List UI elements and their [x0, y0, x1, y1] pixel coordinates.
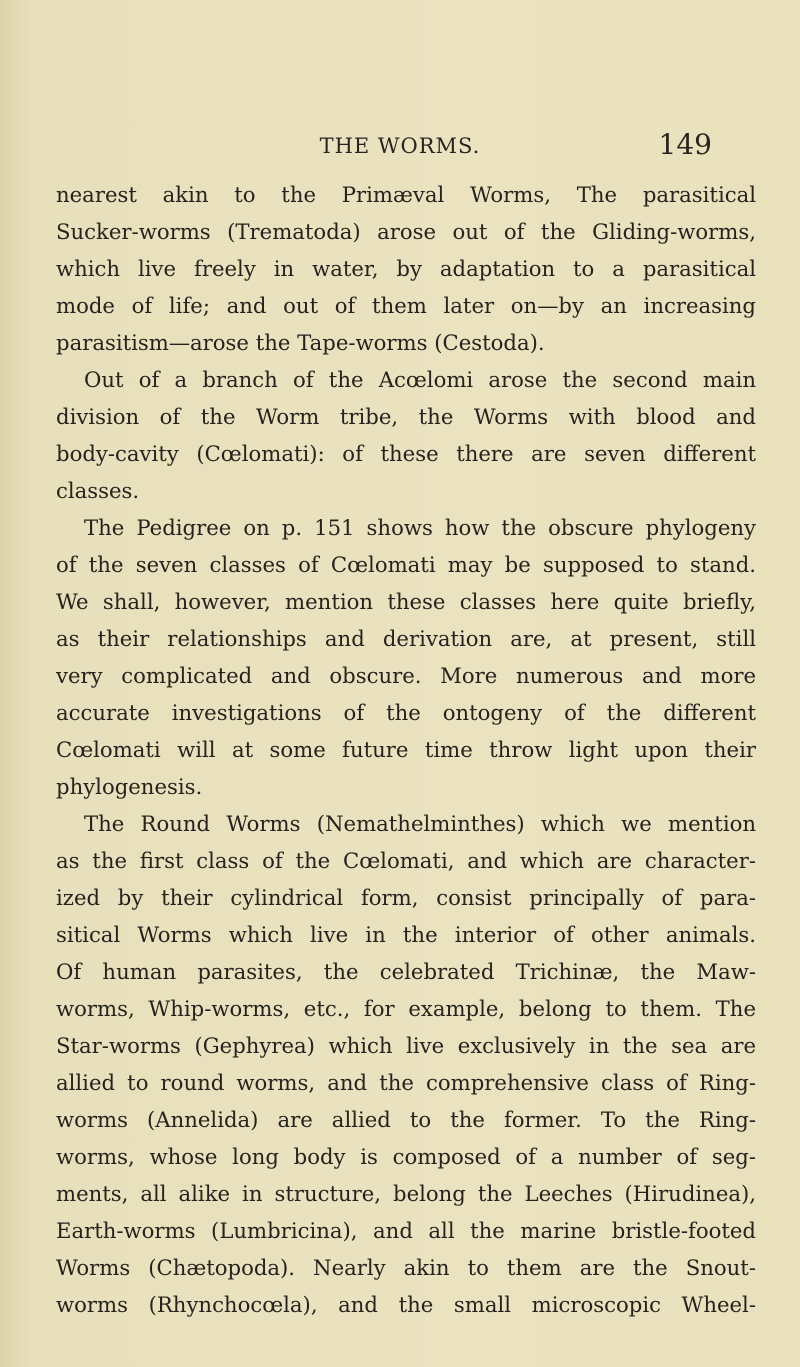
text-line: nearest akin to the Primæval Worms, The parasitical [56, 182, 756, 207]
text-line: of the seven classes of Cœlomati may be supposed to stand. [56, 552, 756, 577]
body-text [56, 176, 756, 1323]
text-line: sitical Worms which live in the interior of other animals. [56, 922, 756, 947]
text-line: The Round Worms (Nemathelminthes) which we mention [84, 811, 756, 836]
text-line: The Pedigree on p. 151 shows how the obscure phylogeny [84, 515, 756, 540]
text-line: as the first class of the Cœlomati, and which are character- [56, 848, 756, 873]
text-line: ized by their cylindrical form, consist principally of para- [56, 885, 756, 910]
text-line: phylogenesis. [56, 774, 203, 799]
text-line: worms (Rhynchocœla), and the small microscopic Wheel- [56, 1292, 756, 1317]
page-number: 149 [658, 128, 712, 161]
running-head: THE WORMS. [319, 134, 481, 158]
text-line: worms, whose long body is composed of a number of seg- [56, 1144, 756, 1169]
text-line: Of human parasites, the celebrated Trichinæ, the Maw- [56, 959, 756, 984]
text-line: classes. [56, 478, 140, 503]
text-line: allied to round worms, and the comprehensive class of Ring- [56, 1070, 756, 1095]
text-line: mode of life; and out of them later on—by an increasing [56, 293, 756, 318]
text-line: ments, all alike in structure, belong the Leeches (Hirudinea), [56, 1181, 756, 1206]
text-line: Earth-worms (Lumbricina), and all the marine bristle-footed [56, 1218, 756, 1243]
text-line: Cœlomati will at some future time throw light upon their [56, 737, 756, 762]
text-line: accurate investigations of the ontogeny of the different [56, 700, 756, 725]
text-line: Out of a branch of the Acœlomi arose the second main [84, 367, 756, 392]
text-line: body-cavity (Cœlomati): of these there are seven different [56, 441, 756, 466]
text-line: parasitism—arose the Tape-worms (Cestoda). [56, 330, 545, 355]
text-line: worms, Whip-worms, etc., for example, belong to them. The [56, 996, 756, 1021]
text-line: Sucker-worms (Trematoda) arose out of the Gliding-worms, [56, 219, 756, 244]
page-header [0, 128, 800, 162]
text-line: worms (Annelida) are allied to the former. To the Ring- [56, 1107, 756, 1132]
text-line: which live freely in water, by adaptation to a parasitical [56, 256, 756, 281]
text-line: We shall, however, mention these classes here quite briefly, [56, 589, 756, 614]
text-line: very complicated and obscure. More numerous and more [56, 663, 756, 688]
text-line: as their relationships and derivation are, at present, still [56, 626, 756, 651]
text-line: Worms (Chætopoda). Nearly akin to them are the Snout- [56, 1255, 756, 1280]
text-line: Star-worms (Gephyrea) which live exclusively in the sea are [56, 1033, 756, 1058]
text-line: division of the Worm tribe, the Worms with blood and [56, 404, 756, 429]
